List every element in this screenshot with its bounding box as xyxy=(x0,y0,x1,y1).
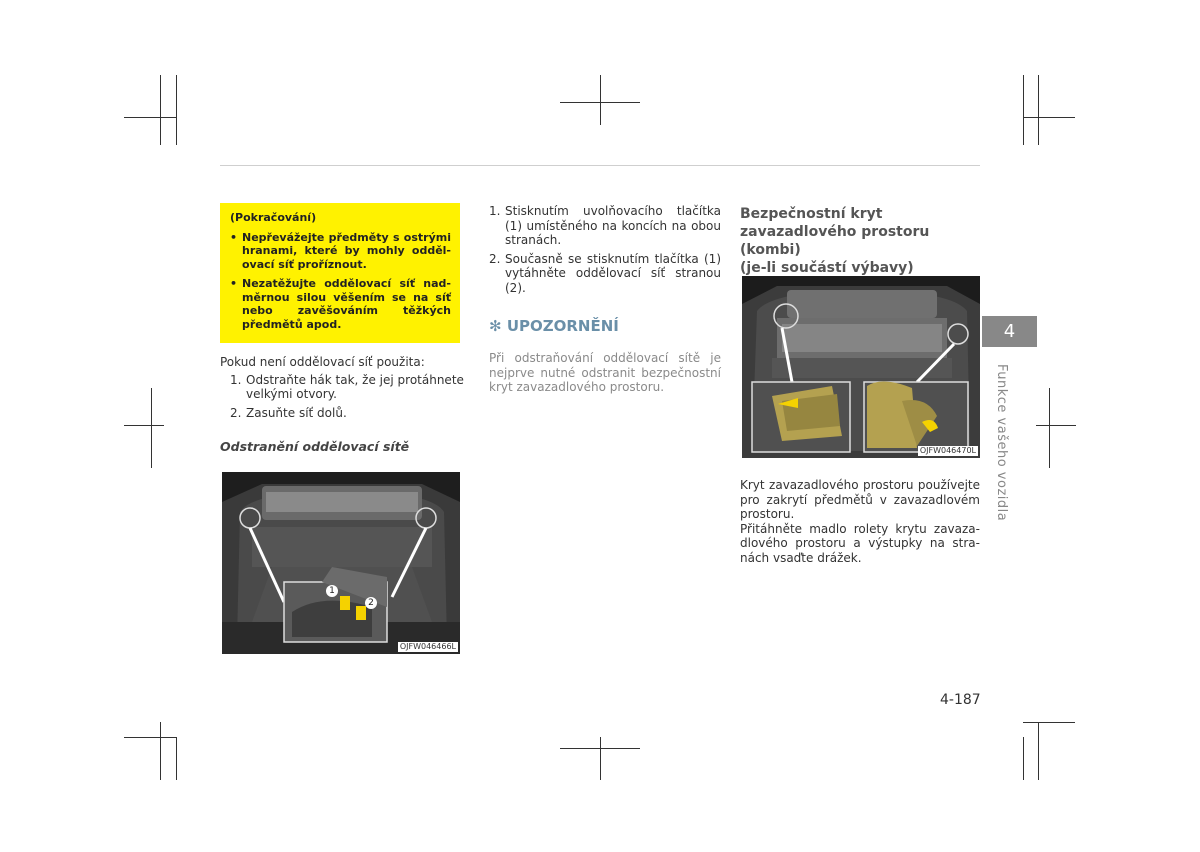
caution-text: Při odstraňování oddělovací sítě je nejprve nutné odstranit bezpečnostní kryt zavazadlového prostoru. xyxy=(489,351,721,394)
crop-mark xyxy=(124,737,176,738)
cargo-cover-illustration xyxy=(742,276,980,458)
warning-item: • Nezatěžujte oddělovací síť nadměrnou silou věšením se na síť nebo zavěšováním těžkých předmětů apod. xyxy=(230,277,451,331)
crop-mark xyxy=(160,75,161,145)
trunk-photo xyxy=(742,276,980,458)
crop-mark xyxy=(124,117,176,118)
image-code: OJFW046466L xyxy=(399,642,456,651)
step-number: 1. xyxy=(230,372,242,387)
crop-mark xyxy=(600,75,601,125)
list-item xyxy=(489,204,721,248)
caution-heading xyxy=(489,317,619,335)
step-number: 2. xyxy=(230,405,242,420)
step-text: Současně se stisknutím tlačítka (1) vytáhněte oddělovací síť stranou (2). xyxy=(505,251,721,295)
section-heading xyxy=(740,205,985,277)
step-number: 1. xyxy=(489,204,501,218)
trunk-photo xyxy=(222,472,460,654)
callout-1: 1 xyxy=(326,585,338,597)
heading-line: zavazadlového prostoru (kombi) xyxy=(740,224,930,258)
list-item xyxy=(489,252,721,296)
crop-mark xyxy=(600,737,601,780)
crop-mark xyxy=(560,748,640,749)
crop-mark xyxy=(560,102,640,103)
chapter-title: Funkce vašeho vozidla xyxy=(994,364,1009,522)
header-rule xyxy=(220,165,980,166)
crop-mark xyxy=(1049,388,1050,468)
heading-line: Bezpečnostní kryt xyxy=(740,206,883,222)
crop-mark xyxy=(151,388,152,468)
right-column-text xyxy=(740,478,980,565)
heading-line: (je-li součástí výbavy) xyxy=(740,260,914,276)
crop-mark xyxy=(1023,737,1024,780)
crop-mark xyxy=(1036,425,1076,426)
section-subheading: Odstranění oddělovací sítě xyxy=(220,439,410,454)
crop-mark xyxy=(1023,75,1024,145)
step-text: Stisknutím uvolňovacího tlačítka (1) umístěného na koncích na obou stranách. xyxy=(505,204,721,247)
step-text: Odstraňte hák tak, že jej protáhnete velkými otvory. xyxy=(246,372,464,401)
image-code: OJFW046470L xyxy=(919,446,976,455)
crop-mark xyxy=(1023,117,1075,118)
warning-title: (Pokračování) xyxy=(230,211,317,224)
middle-column xyxy=(489,204,721,299)
crop-mark xyxy=(1038,75,1039,145)
crop-mark xyxy=(160,722,161,780)
left-column xyxy=(220,355,465,424)
crop-mark xyxy=(176,75,177,145)
callout-2: 2 xyxy=(365,597,377,609)
step-number: 2. xyxy=(489,251,501,266)
crop-mark xyxy=(1023,722,1075,723)
paragraph: Kryt zavazadlového prostoru používejte pro zakrytí předmětů v zavazadlovém prostoru. xyxy=(740,478,980,521)
paragraph: Přitáhněte madlo rolety krytu zavazadlového prostoru a výstupky na stranách vsaďte drážek. xyxy=(740,521,980,565)
crop-mark xyxy=(1038,722,1039,780)
crop-mark xyxy=(124,425,164,426)
chapter-tab: 4 xyxy=(982,316,1037,347)
list-item xyxy=(230,373,465,402)
crop-mark xyxy=(176,737,177,780)
list-item xyxy=(230,406,465,421)
asterisk-icon: ✻ xyxy=(489,317,502,335)
step-text: Zasuňte síť dolů. xyxy=(246,405,347,420)
caution-title: UPOZORNĚNÍ xyxy=(506,317,619,335)
warning-item: • Nepřevážejte předměty s ostrými hranami, které by mohly oddělovací síť proříznout. xyxy=(230,231,451,272)
cargo-net-illustration xyxy=(222,472,460,654)
intro-text: Pokud není oddělovací síť použita: xyxy=(220,355,425,369)
page-number: 4-187 xyxy=(940,692,981,708)
warning-box xyxy=(220,203,460,343)
